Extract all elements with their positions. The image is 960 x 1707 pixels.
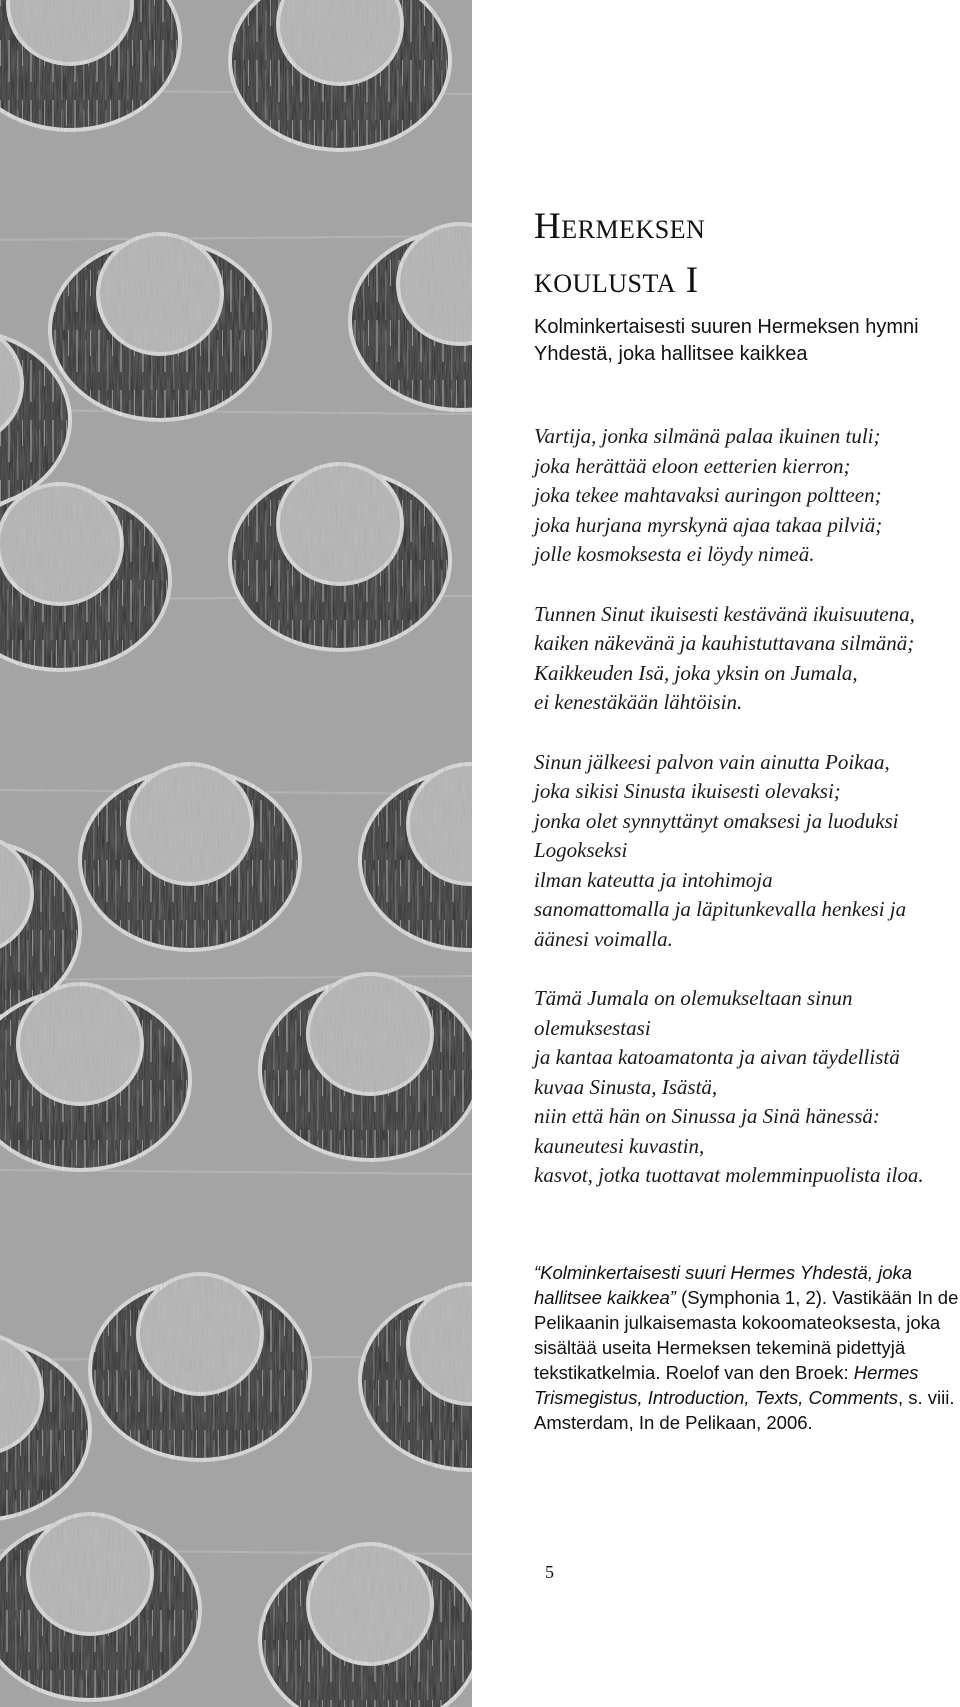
poem-line: Vartija, jonka silmänä palaa ikuinen tuli; [534,424,881,448]
note-text: Vastikään In de Pelikaanin julkaisemasta kokoomateoksesta, joka sisältää useita Hermeksen tekeminä pidettyjä tekstikatkelmia. Roelof van den Broek: [534,1287,959,1383]
poem-line: joka hurjana myrskynä ajaa takaa pilviä; [534,512,883,537]
poem-line: niin että hän on Sinussa ja Sinä hänessä: [534,1104,880,1128]
stanza [534,422,954,570]
page-title [534,200,914,308]
poem-line: Sinun jälkeesi palvon vain ainutta Poikaa, [534,749,890,774]
note-quote: “Kolminkertaisesti suuri Hermes Yhdestä, joka hallitsee kaikkea” [534,1262,913,1308]
poem-line: jolle kosmoksesta ei löydy nimeä. [534,542,815,566]
stanza [534,984,954,1191]
poem-line: ilman kateutta ja intohimoja [534,867,773,892]
poem-line: Tunnen Sinut ikuisesti kestävänä ikuisuutena, [534,601,915,626]
poem-line: jonka olet synnyttänyt omaksesi ja luoduksi Logokseksi [534,808,899,862]
decorative-pattern-band [0,0,472,1707]
poem-line: kasvot, jotka tuottavat molemminpuolista iloa. [534,1163,924,1187]
circle-pattern-image [0,0,472,1707]
source-note [534,1260,960,1435]
note-source-ref: (Symphonia 1, 2). [675,1287,828,1308]
poem-line: Tämä Jumala on olemukseltaan sinun olemuksestasi [534,986,853,1040]
poem-line: joka herättää eloon eetterien kierron; [534,453,851,478]
page-number: 5 [545,1562,554,1582]
poem-line: kauneutesi kuvastin, [534,1133,705,1158]
poem-line: Kaikkeuden Isä, joka yksin on Jumala, [534,660,858,685]
title-line-2: koulusta I [534,260,699,301]
stanza [534,600,954,718]
poem-line: ei kenestäkään lähtöisin. [534,690,743,714]
note-text-end: , s. viii. Amsterdam, In de Pelikaan, 2006. [534,1387,955,1433]
note-book-title: Hermes Trismegistus, Introduction, Texts, Comments [534,1362,919,1408]
poem-line: sanomattomalla ja läpitunkevalla henkesi ja äänesi voimalla. [534,897,907,951]
subtitle: Kolminkertaisesti suuren Hermeksen hymni Yhdestä, joka hallitsee kaikkea [534,316,919,365]
title-line-1: Hermeksen [534,206,706,247]
stanza [534,748,954,955]
poem-line: joka sikisi Sinusta ikuisesti olevaksi; [534,779,841,803]
poem-line: joka tekee mahtavaksi auringon poltteen; [534,483,882,507]
poem-line: kaiken näkevänä ja kauhistuttavana silmänä; [534,631,915,655]
poem-line: ja kantaa katoamatonta ja aivan täydellistä kuvaa Sinusta, Isästä, [534,1045,900,1099]
hymn-text [534,422,954,1221]
